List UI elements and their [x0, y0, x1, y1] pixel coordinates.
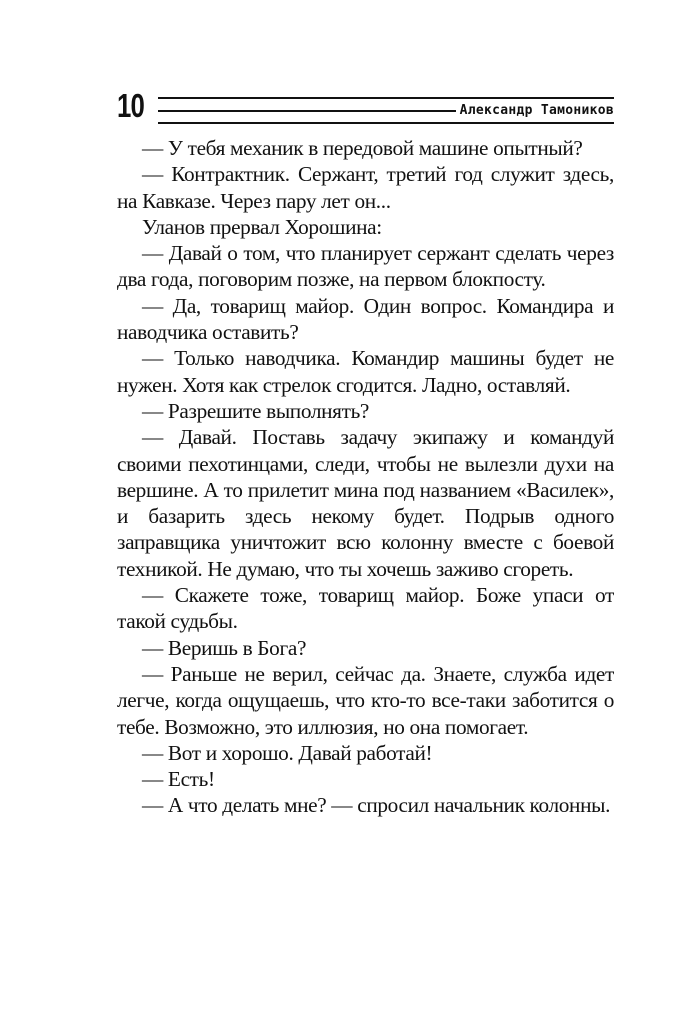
- paragraph: — Давай о том, что планирует сержант сделать через два года, поговорим позже, на первом блокпосту.: [117, 241, 614, 292]
- running-header: [117, 88, 614, 124]
- paragraph: — А что делать мне? — спросил начальник колонны.: [142, 793, 611, 818]
- paragraph: — Только наводчика. Командир машины будет не нужен. Хотя как стрелок сгодится. Ладно, оставляй.: [117, 346, 614, 397]
- book-author: Александр Тамоников: [459, 103, 614, 118]
- paragraph: — Разрешите выполнять?: [142, 398, 370, 423]
- paragraph: — У тебя механик в передовой машине опытный?: [142, 136, 583, 160]
- header-rules: [158, 97, 614, 124]
- paragraph: Уланов прервал Хорошина:: [142, 214, 382, 239]
- header-rule-row: [158, 103, 614, 118]
- paragraph: — Раньше не верил, сейчас да. Знаете, служба идет легче, когда ощущаешь, что кто-то все-таки заботится о тебе. Возможно, это иллюзия, но она помогает.: [117, 661, 614, 739]
- paragraph: — Скажете тоже, товарищ майор. Боже упаси от такой судьбы.: [117, 583, 614, 634]
- header-rule-bottom: [158, 122, 614, 124]
- header-rule-top: [158, 97, 614, 99]
- paragraph: — Да, товарищ майор. Один вопрос. Командира и наводчика оставить?: [117, 293, 614, 345]
- page-number: 10: [117, 87, 145, 124]
- header-rule-middle: [158, 110, 456, 112]
- paragraph: — Давай. Поставь задачу экипажу и командуй своими пехотинцами, следи, чтобы не вылезли духи на вершине. А то прилетит мина под названием «Василек», и базарить здесь некому будет. Подрыв одного заправщика уничтожит всю колонну вместе с боевой техникой. Не думаю, что ты хочешь заживо сгореть.: [117, 425, 614, 581]
- paragraph: — Веришь в Бога?: [142, 635, 307, 660]
- paragraph: — Вот и хорошо. Давай работай!: [142, 740, 433, 765]
- paragraph: — Есть!: [142, 767, 215, 792]
- page-body: [117, 135, 614, 819]
- paragraph: — Контрактник. Сержант, третий год служит здесь, на Кавказе. Через пару лет он...: [117, 162, 614, 213]
